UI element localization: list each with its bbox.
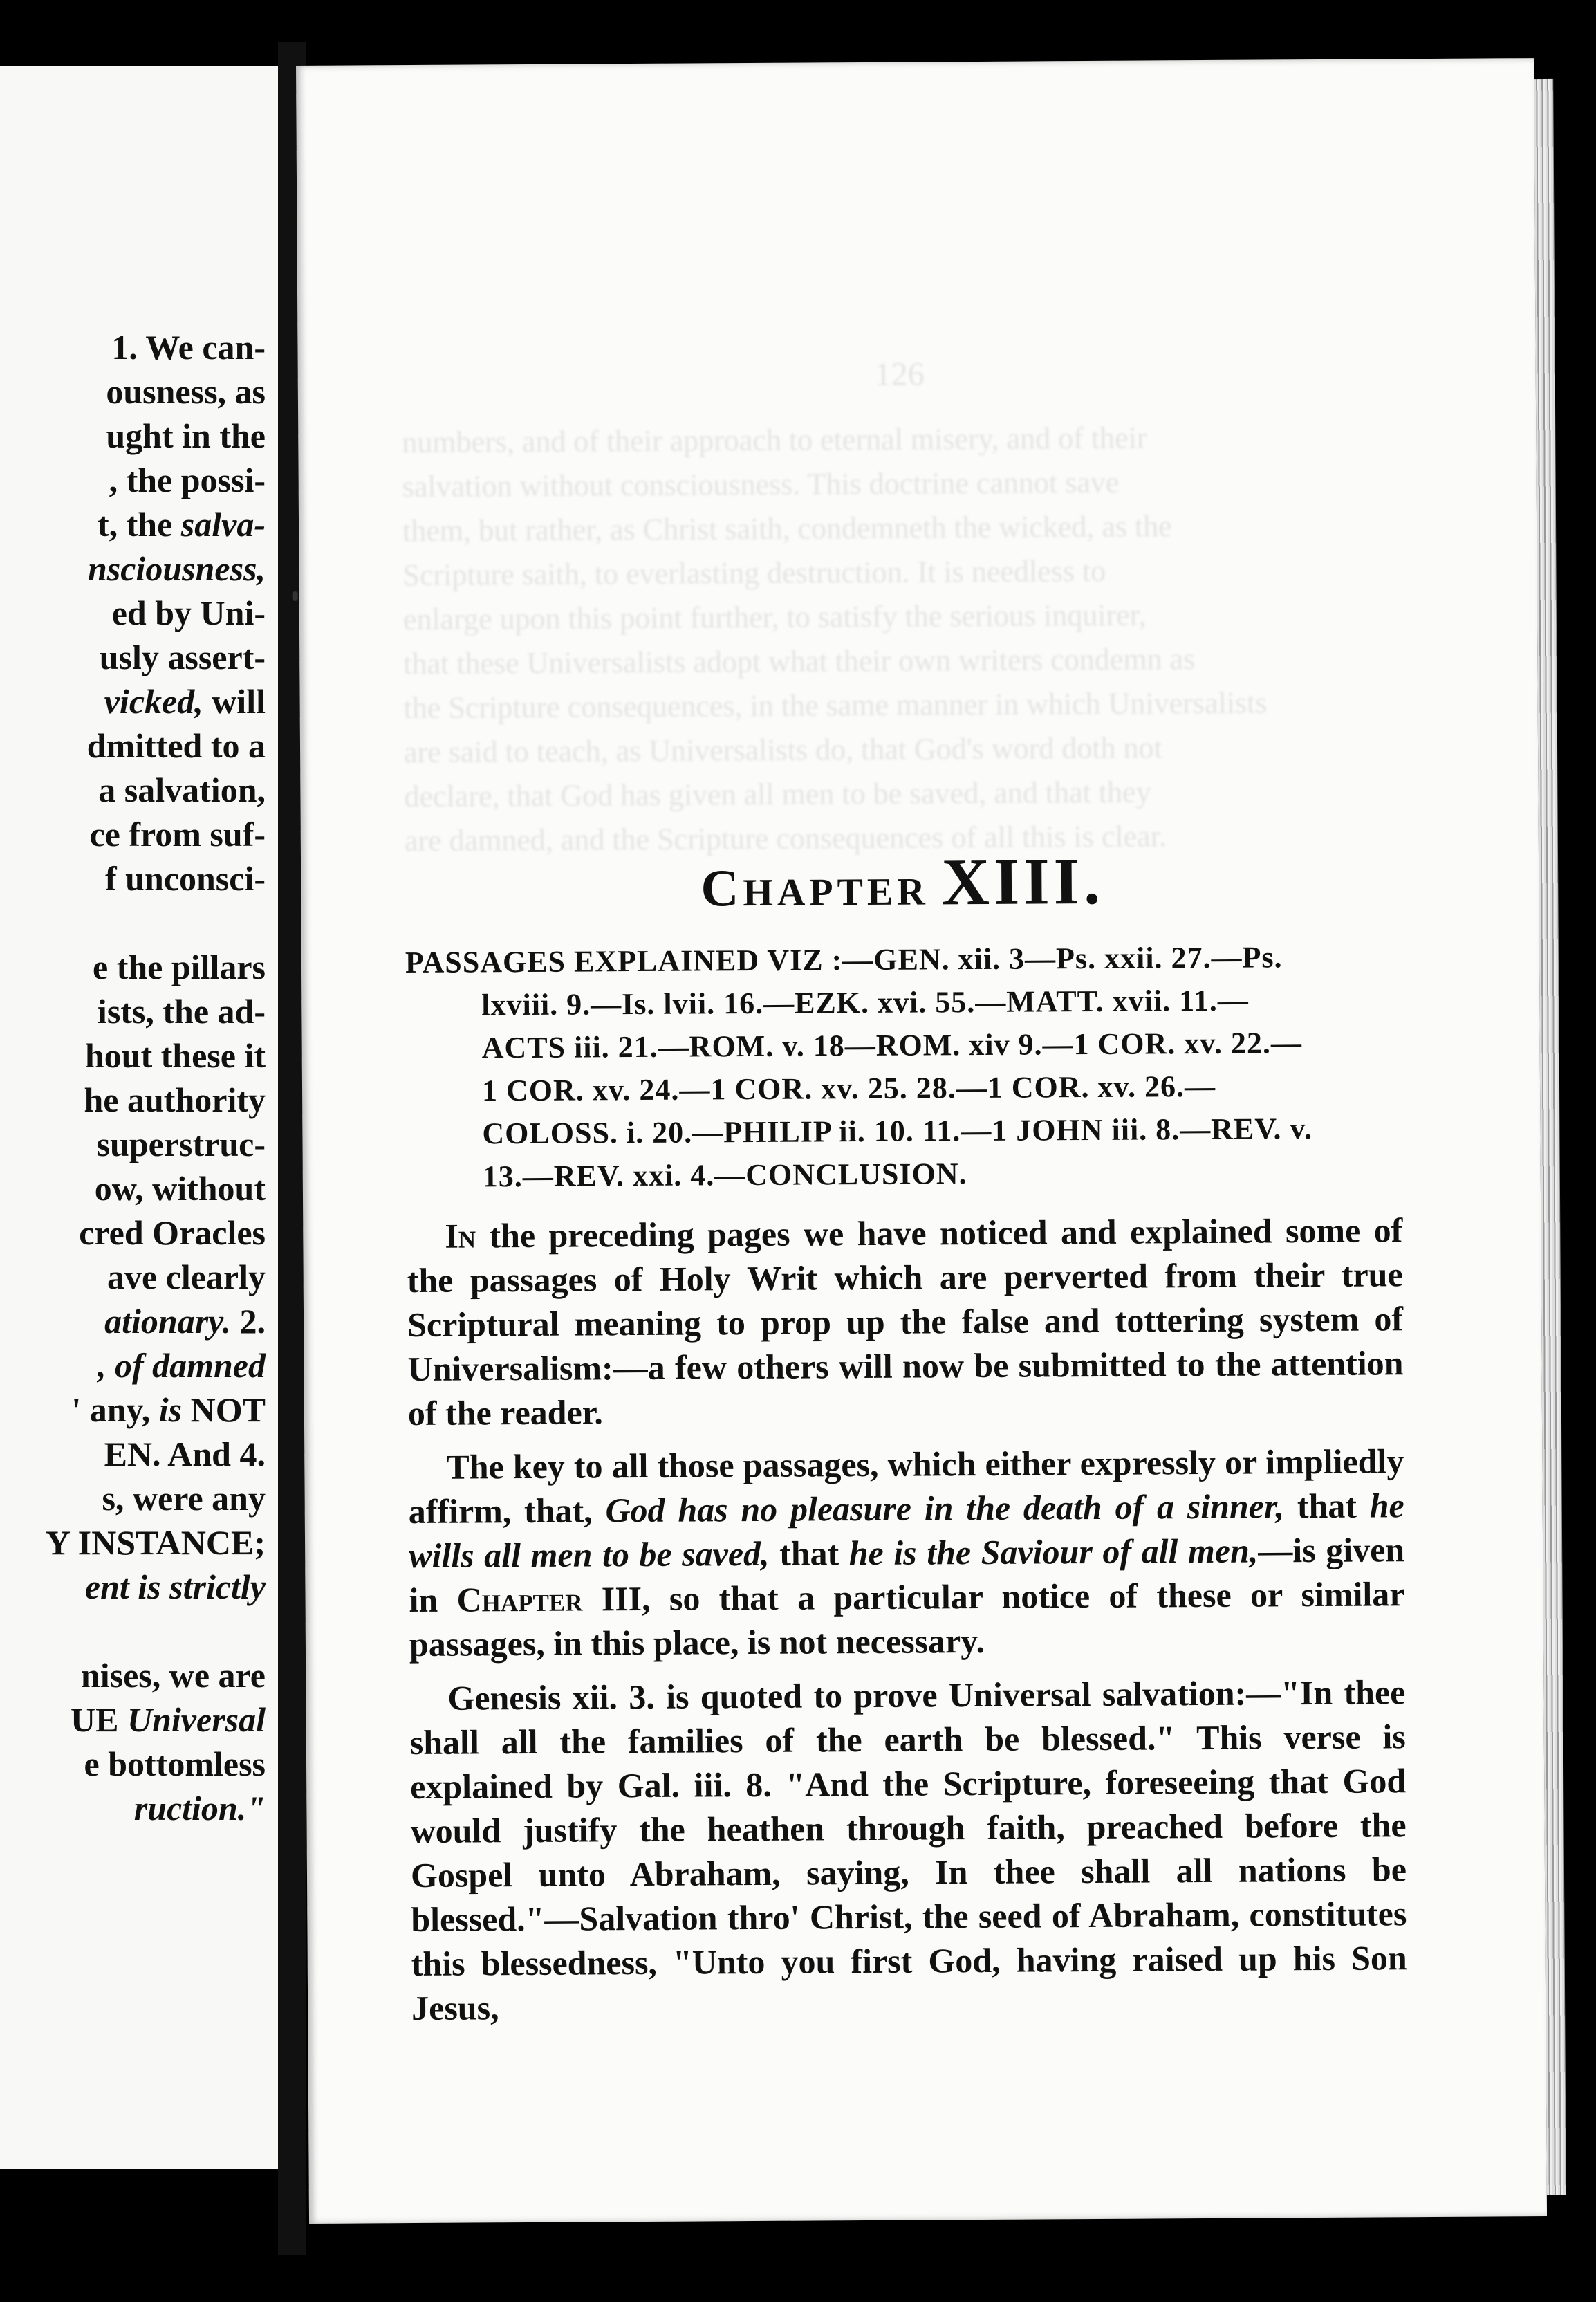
paragraph-text: Chapter bbox=[456, 1579, 583, 1619]
chapter-word: CHAPTER bbox=[700, 859, 929, 918]
summary-line: COLOSS. i. 20.—PHILIP ii. 10. 11.—1 JOHN iii. 8.—REV. v. bbox=[482, 1112, 1313, 1151]
left-page-line bbox=[93, 945, 266, 989]
left-page-text: is bbox=[158, 1390, 183, 1429]
bleed-through-line: declare, that God has given all men to be saved, and that they bbox=[404, 775, 1151, 814]
left-page-text: ed by Uni- bbox=[111, 593, 266, 632]
left-page-text: dmitted to a bbox=[86, 726, 266, 765]
left-page-line bbox=[104, 1432, 266, 1476]
paragraph-text: the preceding pages we have noticed and explained some of the passages of Holy Writ which are perverted from their true Scriptural meaning to prop up the false and tottering system of Universalism:—a few others will now be submitted to the attention of the reader. bbox=[407, 1210, 1404, 1433]
left-page-text: , of damned bbox=[97, 1346, 266, 1385]
bleed-through-text bbox=[402, 356, 1400, 863]
left-page-text: f unconsci- bbox=[105, 859, 266, 898]
left-page-text: 1. We can- bbox=[111, 328, 266, 367]
left-page-line bbox=[84, 1078, 266, 1122]
left-page-text: cred Oracles bbox=[79, 1213, 266, 1252]
left-page-line bbox=[87, 724, 266, 768]
left-page-line bbox=[81, 1653, 266, 1697]
book-page-right bbox=[296, 58, 1547, 2224]
left-page-text: vicked, bbox=[104, 682, 203, 721]
left-page-text: usly assert- bbox=[99, 638, 266, 676]
left-page-line bbox=[98, 989, 266, 1033]
left-page-line bbox=[88, 546, 266, 591]
left-page-text: ent is strictly bbox=[84, 1567, 266, 1606]
bleed-through-line: that these Universalists adopt what their own writers condemn as bbox=[403, 642, 1196, 681]
paragraph-text: III, so that a particular notice of these or similar passages, in this place, is not necessary. bbox=[409, 1574, 1405, 1664]
left-page-line bbox=[97, 1122, 266, 1166]
chapter-body bbox=[407, 1208, 1407, 2030]
left-page-text: ' any, bbox=[71, 1390, 159, 1429]
left-page-line bbox=[134, 1786, 266, 1830]
summary-line: ACTS iii. 21.—ROM. v. 18—ROM. xiv 9.—1 COR. xv. 22.— bbox=[481, 1026, 1303, 1065]
chapter-number: XIII. bbox=[941, 843, 1105, 919]
left-page-line bbox=[71, 1697, 266, 1742]
left-page-text: e bottomless bbox=[84, 1744, 266, 1783]
left-page-line bbox=[98, 502, 266, 546]
left-page-line bbox=[100, 635, 266, 679]
left-page-text: Y INSTANCE; bbox=[45, 1523, 266, 1562]
left-page-line bbox=[85, 1565, 266, 1609]
left-page-line bbox=[104, 679, 266, 724]
paragraph-text: he wills all men to be saved, bbox=[408, 1486, 1404, 1576]
left-page-text: e the pillars bbox=[93, 948, 266, 986]
bleed-through-page-number: 126 bbox=[874, 356, 925, 393]
chapter-heading bbox=[405, 840, 1401, 923]
left-page-text: t, the bbox=[97, 505, 181, 544]
bleed-through-line: Scripture saith, to everlasting destruction. It is needless to bbox=[402, 553, 1106, 593]
left-page-text: will bbox=[203, 682, 266, 721]
paragraph-text: The key to all those passages, which either expressly or impliedly affirm, that, bbox=[408, 1442, 1404, 1531]
paragraph-text: —is given in bbox=[409, 1530, 1405, 1620]
chapter-summary bbox=[405, 935, 1402, 1199]
left-page-text: ce from suf- bbox=[89, 815, 266, 854]
left-page-line bbox=[106, 414, 266, 458]
left-page-text: ught in the bbox=[106, 416, 266, 455]
left-page-line bbox=[112, 591, 266, 635]
left-page-text: s, were any bbox=[102, 1479, 266, 1518]
left-page-line bbox=[102, 1476, 266, 1520]
left-page-line bbox=[89, 812, 266, 856]
left-page-text: 2. bbox=[231, 1302, 266, 1341]
left-page-text: ationary. bbox=[104, 1302, 231, 1341]
body-paragraph bbox=[408, 1439, 1405, 1666]
left-page-line bbox=[106, 369, 266, 414]
left-page-line bbox=[95, 1166, 266, 1210]
paragraph-text: God has no pleasure in the death of a sinner, bbox=[605, 1486, 1285, 1530]
left-page-text: ists, the ad- bbox=[97, 992, 266, 1031]
bleed-through-line: are damned, and the Scripture consequences of all this is clear. bbox=[404, 819, 1167, 858]
left-page-text: superstruc- bbox=[96, 1125, 266, 1163]
bleed-through-line: enlarge upon this point further, to satisfy the serious inquirer, bbox=[402, 598, 1147, 637]
page-edges bbox=[1534, 79, 1566, 2195]
left-page-line bbox=[46, 1520, 266, 1565]
left-page-line bbox=[98, 768, 266, 812]
body-paragraph bbox=[409, 1670, 1407, 2030]
left-page-line bbox=[111, 325, 266, 369]
left-page-line bbox=[104, 1299, 266, 1343]
left-page-text: a salvation, bbox=[98, 771, 266, 809]
left-page-text: ow, without bbox=[94, 1169, 266, 1208]
bleed-through-line: them, but rather, as Christ saith, condemneth the wicked, as the bbox=[402, 509, 1172, 549]
left-page-text: Universal bbox=[127, 1700, 266, 1739]
summary-line: 13.—REV. xxi. 4.—CONCLUSION. bbox=[482, 1157, 967, 1194]
left-page-line bbox=[79, 1210, 266, 1255]
left-page-text: nsciousness, bbox=[87, 549, 266, 588]
summary-line: 1 COR. xv. 24.—1 COR. xv. 25. 28.—1 COR. xv. 26.— bbox=[481, 1069, 1216, 1108]
left-page-line bbox=[71, 1388, 266, 1432]
left-page-line bbox=[85, 1033, 266, 1078]
speck bbox=[293, 591, 298, 601]
left-page-text: he authority bbox=[84, 1080, 266, 1119]
left-page-line bbox=[107, 1255, 266, 1299]
paragraph-text: Genesis xii. 3. is quoted to prove Universal salvation:—"In thee shall all the families of the earth be blessed." This verse is explained by Gal. iii. 8. "And the Scripture, foreseeing that God would justify the heathen through faith, preached before the Gospel unto Abraham, saying, In thee shall all nations be blessed."—Salvation thro' Christ, the seed of Abraham, constitutes this blessedness, "Unto you first God, having raised up his Son Jesus, bbox=[409, 1673, 1407, 2028]
paragraph-text: that bbox=[769, 1534, 849, 1573]
summary-line: PASSAGES EXPLAINED VIZ :—GEN. xii. 3—Ps. xxii. 27.—Ps. bbox=[405, 940, 1283, 980]
left-page-text: ruction." bbox=[133, 1789, 266, 1827]
bleed-through-line: numbers, and of their approach to eternal misery, and of their bbox=[402, 421, 1147, 460]
left-page-line bbox=[105, 856, 266, 901]
left-page-text: ousness, as bbox=[106, 372, 266, 411]
paragraph-text: that bbox=[1283, 1486, 1370, 1526]
bleed-through-line: salvation without consciousness. This doctrine cannot save bbox=[402, 465, 1120, 504]
left-page-text: ave clearly bbox=[106, 1258, 266, 1296]
left-page-text: salva- bbox=[180, 505, 266, 544]
summary-line: lxviii. 9.—Is. lvii. 16.—EZK. xvi. 55.—MATT. xvii. 11.— bbox=[481, 983, 1249, 1022]
left-page-line bbox=[84, 1742, 266, 1786]
left-page-text: hout these it bbox=[84, 1036, 266, 1075]
paragraph-text: In bbox=[445, 1216, 476, 1255]
left-page-text: , the possi- bbox=[109, 461, 266, 499]
left-page-line bbox=[109, 458, 266, 502]
page-content bbox=[405, 840, 1408, 2040]
left-page-text: nises, we are bbox=[80, 1656, 266, 1695]
left-page-text: EN. And 4. bbox=[104, 1435, 266, 1473]
body-paragraph bbox=[407, 1208, 1404, 1435]
facing-page-left bbox=[0, 66, 282, 2169]
left-page-line bbox=[98, 1343, 266, 1388]
bleed-through-line: are said to teach, as Universalists do, that God's word doth not bbox=[403, 730, 1162, 770]
paragraph-text: he is the Saviour of all men, bbox=[848, 1531, 1259, 1573]
bleed-through-line: the Scripture consequences, in the same manner in which Universalists bbox=[403, 685, 1268, 726]
left-page-text: NOT bbox=[182, 1390, 266, 1429]
left-page-text: UE bbox=[71, 1700, 127, 1739]
